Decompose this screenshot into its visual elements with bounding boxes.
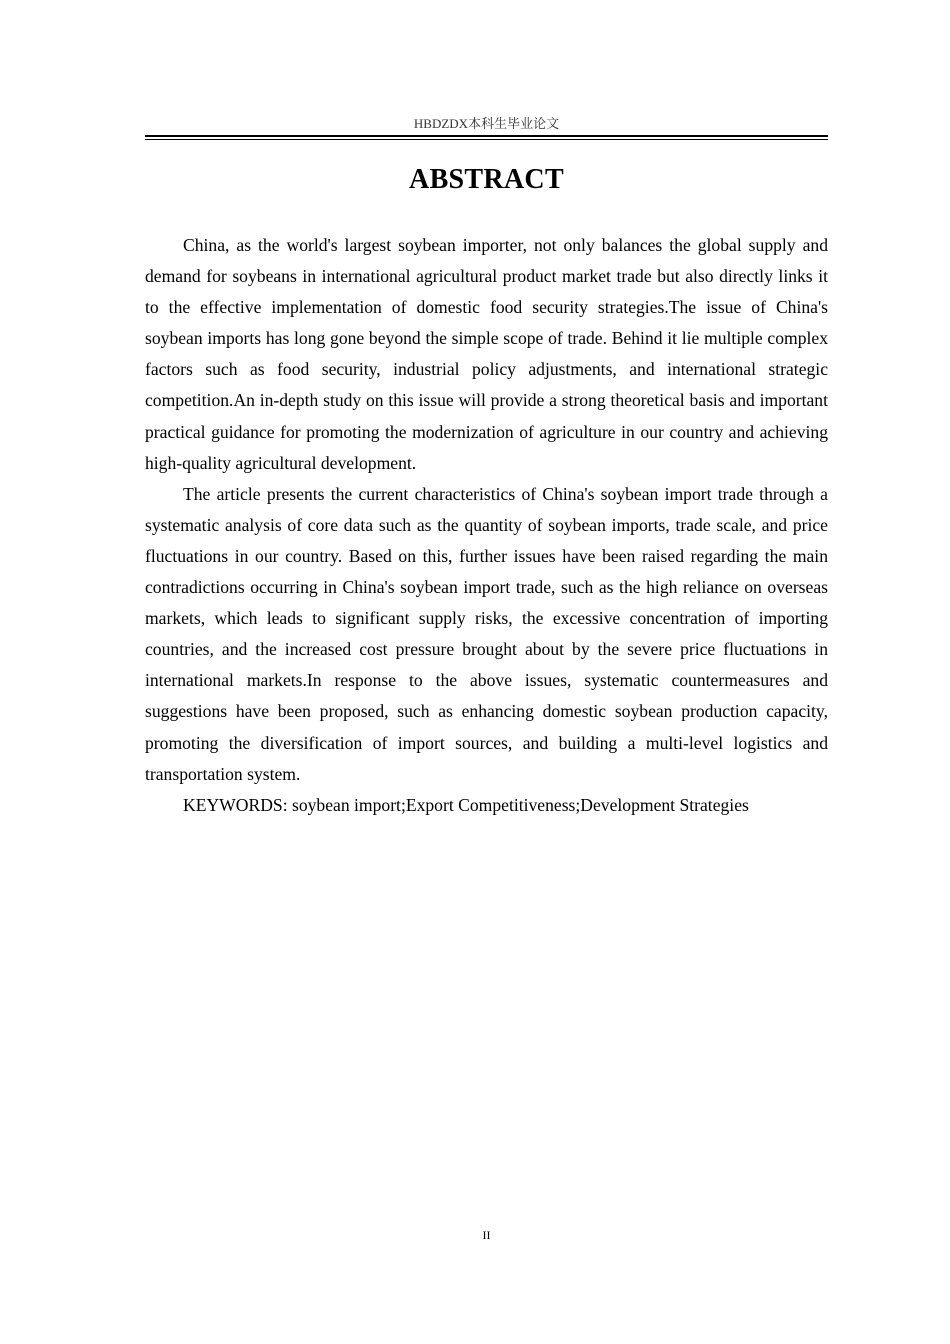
keywords-line: KEYWORDS: soybean import;Export Competitiveness;Development Strategies bbox=[183, 794, 749, 815]
header-rule-thin bbox=[145, 139, 828, 140]
abstract-title: ABSTRACT bbox=[409, 164, 564, 195]
abstract-body bbox=[145, 230, 828, 821]
abstract-paragraph-2: The article presents the current characteristics of China's soybean import trade through a systematic analysis of core data such as the quantity of soybean imports, trade scale, and price fluctuations in our country. Based on this, further issues have been raised regarding the main contradictions occurring in China's soybean import trade, such as the high reliance on overseas markets, which leads to significant supply risks, the excessive concentration of importing countries, and the increased cost pressure brought about by the severe price fluctuations in international markets.In response to the above issues, systematic countermeasures and suggestions have been proposed, such as enhancing domestic soybean production capacity, promoting the diversification of import sources, and building a multi-level logistics and transportation system. bbox=[145, 483, 828, 784]
page-number: II bbox=[482, 1228, 491, 1242]
header-rule-thick bbox=[145, 135, 828, 137]
running-header: HBDZDX本科生毕业论文 bbox=[413, 116, 560, 131]
abstract-paragraph-1: China, as the world's largest soybean importer, not only balances the global supply and demand for soybeans in international agricultural product market trade but also directly links it to the effective implementation of domestic food security strategies.The issue of China's soybean imports has long gone beyond the simple scope of trade. Behind it lie multiple complex factors such as food security, industrial policy adjustments, and international strategic competition.An in-depth study on this issue will provide a strong theoretical basis and important practical guidance for promoting the modernization of agriculture in our country and achieving high-quality agricultural development. bbox=[145, 235, 828, 473]
